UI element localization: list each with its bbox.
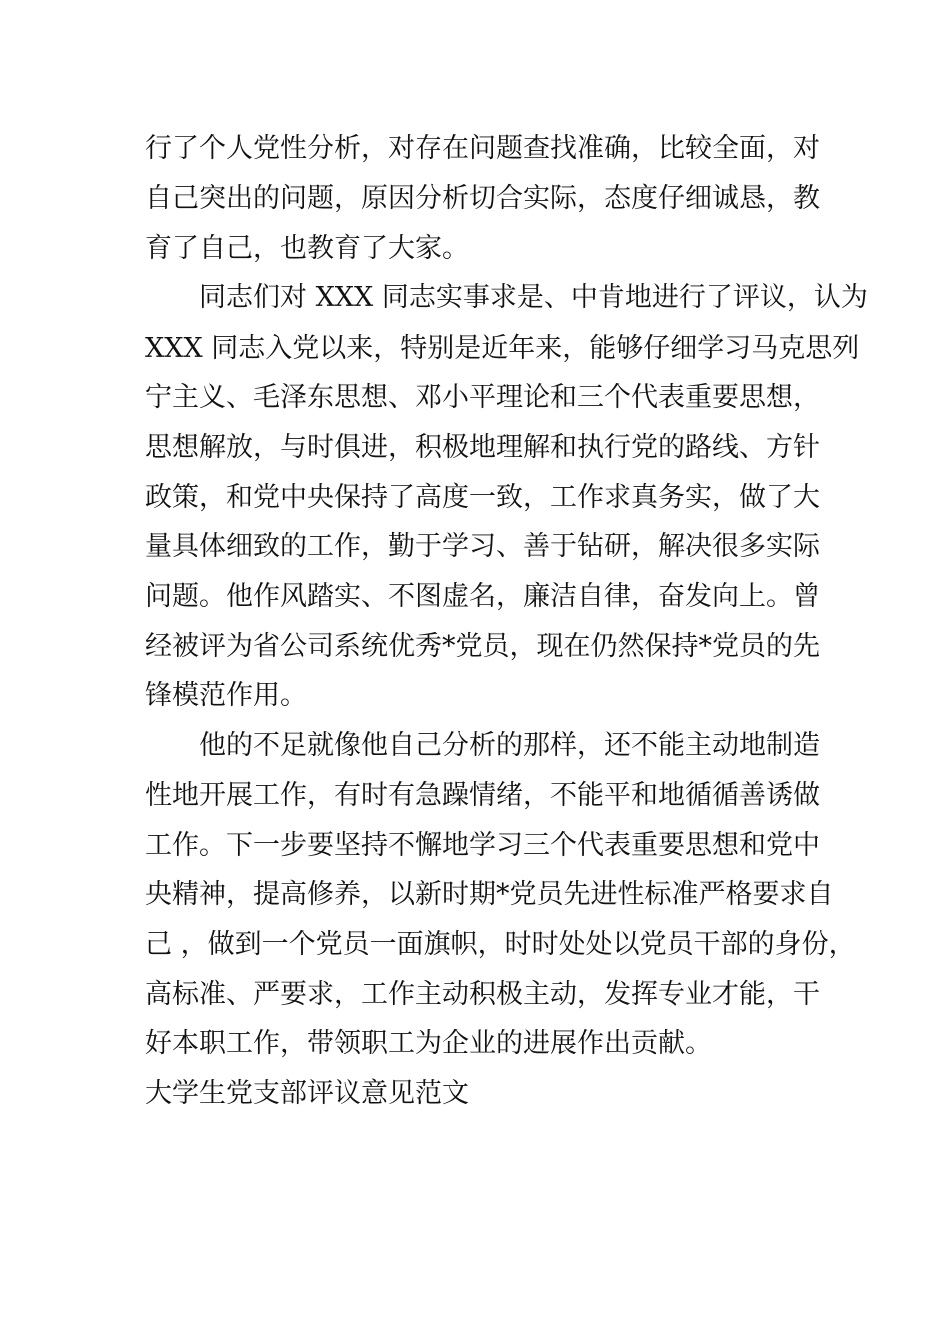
paragraph-1-line-1: 行了个人党性分析，对存在问题查找准确，比较全面，对 [145, 133, 820, 164]
paragraph-2-line-4: 思想解放，与时俱进，积极地理解和执行党的路线、方针 [145, 432, 820, 463]
paragraph-3-line-1: 他的不足就像他自己分析的那样，还不能主动地制造 [199, 730, 820, 761]
paragraph-3-line-2: 性地开展工作，有时有急躁情绪，不能平和地循循善诱做 [145, 780, 820, 811]
paragraph-1-line-2: 自己突出的问题，原因分析切合实际，态度仔细诚恳，教 [145, 183, 820, 214]
paragraph-3-line-4: 央精神，提高修养，以新时期*党员先进性标准严格要求自 [145, 879, 834, 910]
paragraph-2-line-5: 政策，和党中央保持了高度一致，工作求真务实，做了大 [145, 482, 820, 513]
paragraph-3-line-6: 高标准、严要求，工作主动积极主动，发挥专业才能，干 [145, 979, 820, 1010]
paragraph-1-line-3: 育了自己，也教育了大家。 [145, 233, 469, 264]
section-heading: 大学生党支部评议意见范文 [145, 1078, 469, 1109]
paragraph-2-line-3: 宁主义、毛泽东思想、邓小平理论和三个代表重要思想， [145, 382, 820, 413]
paragraph-3-line-7: 好本职工作，带领职工为企业的进展作出贡献。 [145, 1028, 712, 1059]
paragraph-2-line-2: XXX 同志入党以来，特别是近年来，能够仔细学习马克思列 [145, 333, 860, 364]
paragraph-2-line-1: 同志们对 XXX 同志实事求是、中肯地进行了评议，认为 [199, 282, 868, 313]
paragraph-3-line-3: 工作。下一步要坚持不懈地学习三个代表重要思想和党中 [145, 830, 820, 861]
paragraph-2-line-8: 经被评为省公司系统优秀*党员，现在仍然保持*党员的先 [145, 631, 820, 662]
paragraph-2-line-6: 量具体细致的工作，勤于学习、善于钻研，解决很多实际 [145, 531, 820, 562]
paragraph-2-line-7: 问题。他作风踏实、不图虚名，廉洁自律，奋发向上。曾 [145, 581, 820, 612]
paragraph-3-line-5: 己 ，做到一个党员一面旗帜，时时处处以党员干部的身份， [145, 929, 856, 960]
paragraph-2-line-9: 锋模范作用。 [145, 680, 307, 711]
